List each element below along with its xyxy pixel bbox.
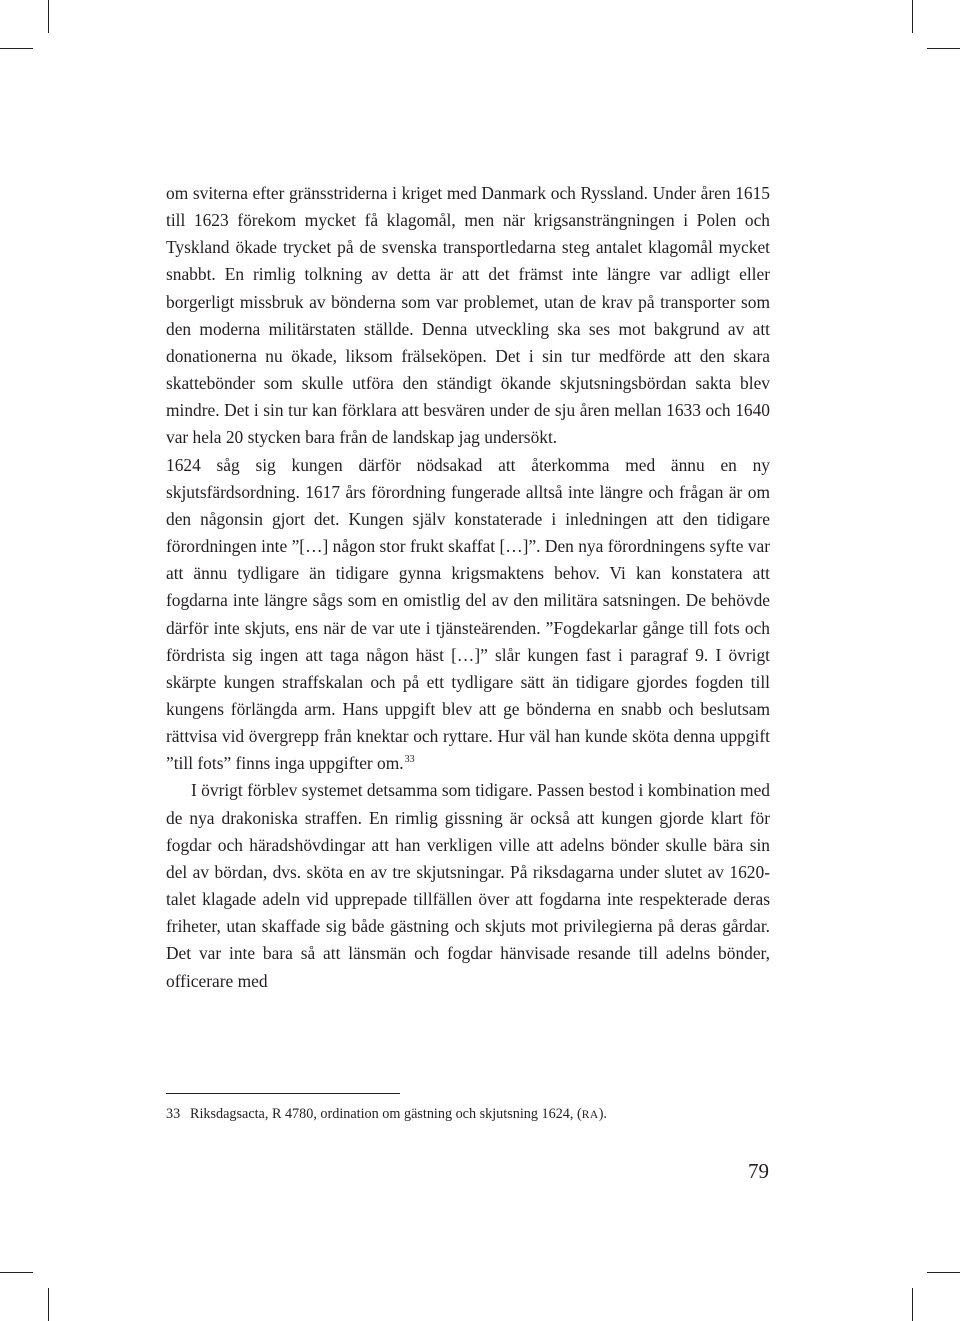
crop-mark-left-top <box>0 48 33 49</box>
crop-mark-bottom-left <box>48 1288 49 1321</box>
crop-mark-right-bottom <box>927 1272 960 1273</box>
paragraph-text: 1624 såg sig kungen därför nödsakad att återkomma med ännu en ny skjutsfärdsordning. 1617 års förordning fungerade alltså inte längre och frågan är om den någonsin gjort det. Kungen själv konstaterade i inledningen att den tidigare förordningen inte ”[…] någon stor frukt skaffat […]”. Den nya förordningens syfte var att ännu tydligare än tidigare gynna krigsmaktens behov. Vi kan konstatera att fogdarna inte längre sågs som en omistlig del av den militära satsningen. De behövde därför inte skjuts, ens när de var ute i tjänsteärenden. ”Fogdekarlar gånge till fots och fördrista sig ingen att taga någon häst […]” slår kungen fast i paragraf 9. I övrigt skärpte kungen straffskalan och på ett tydligare sätt än tidigare gjordes fogden till kungens förlängda arm. Hans uppgift blev att ge bönderna en snabb och beslutsam rättvisa vid övergrepp från knektar och ryttare. Hur väl han kunde sköta denna uppgift ”till fots” finns inga uppgifter om. <box>166 454 770 774</box>
footnote-text: Riksdagsacta, R 4780, ordination om gästning och skjutsning 1624, ( <box>190 1106 582 1122</box>
crop-mark-right-top <box>927 48 960 49</box>
footnote-abbreviation: RA <box>581 1109 599 1121</box>
paragraph: I övrigt förblev systemet detsamma som tidigare. Passen bestod i kombination med de nya drakoniska straffen. En rimlig gissning är också att kungen gjorde klart för fogdar och häradshövdingar att han verkligen ville att adelns bönder skulle bära sin del av bördan, dvs. sköta en av tre skjutsningar. På riksdagarna under slutet av 1620-talet klagade adeln vid upprepade tillfällen över att fogdarna inte respekterade deras friheter, utan skaffade sig både gästning och skjuts mot privilegierna på deras gårdar. Det var inte bara så att länsmän och fogdar hänvisade resande till adelns bönder, officerare med <box>166 780 770 991</box>
footnote-text-end: ). <box>598 1106 607 1122</box>
crop-mark-top-right <box>912 0 913 33</box>
paragraph: om sviterna efter gränsstriderna i kriget med Danmark och Ryssland. Under åren 1615 till 1623 förekom mycket få klagomål, men när krigsansträngningen i Polen och Tyskland ökade trycket på de svenska transportledarna steg antalet klagomål mycket snabbt. En rimlig tolkning av detta är att det främst inte längre var adligt eller borgerligt missbruk av bönderna som var problemet, utan de krav på transporter som den moderna militärstaten ställde. Denna utveckling ska ses mot bakgrund av att donationerna nu ökade, liksom frälseköpen. Det i sin tur medförde att den skara skattebönder som skulle utföra den ständigt ökande skjutsningsbördan sakta blev mindre. Det i sin tur kan förklara att besvären under de sju åren mellan 1633 och 1640 var hela 20 stycken bara från de landskap jag undersökt. <box>166 183 770 448</box>
paragraph <box>166 452 770 778</box>
footnote-divider <box>166 1093 400 1094</box>
footnote-reference[interactable]: 33 <box>404 754 415 766</box>
footnote-number: 33 <box>166 1106 181 1122</box>
footnote <box>166 1104 770 1125</box>
page-number: 79 <box>748 1159 769 1183</box>
crop-mark-top-left <box>48 0 49 33</box>
body-text <box>166 180 770 995</box>
crop-mark-left-bottom <box>0 1272 33 1273</box>
crop-mark-bottom-right <box>912 1288 913 1321</box>
